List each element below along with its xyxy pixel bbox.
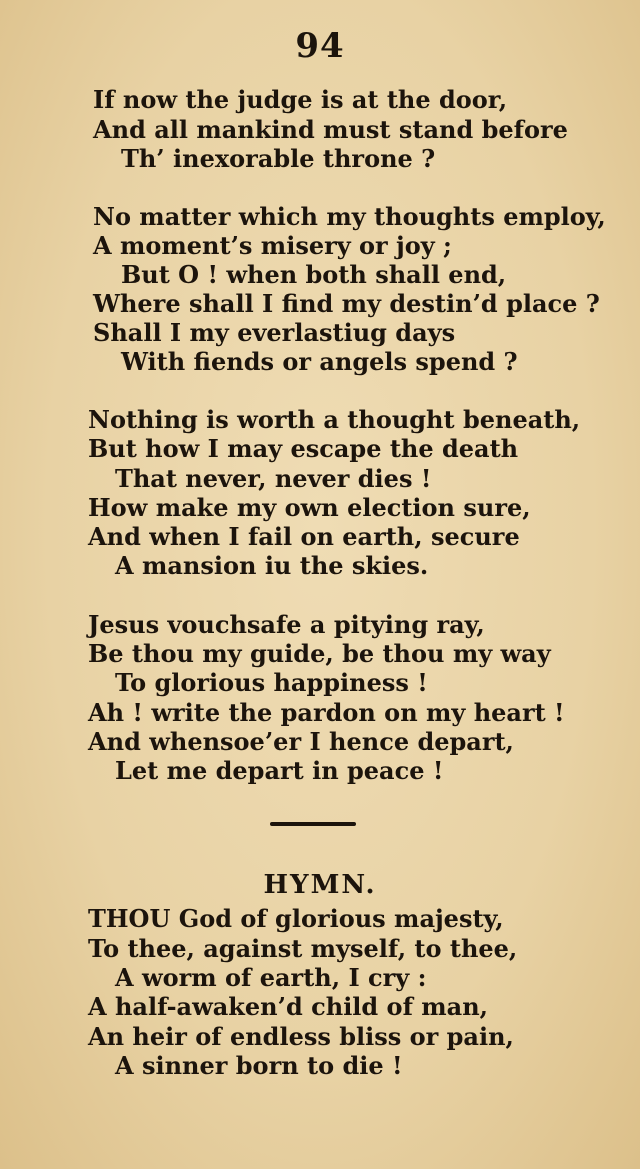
page-number: 94 [295,26,345,66]
hymn-line: A worm of earth, I cry : [115,963,427,992]
verse-line: A mansion iu the skies. [115,551,429,580]
hymn-line: THOU God of glorious majesty, [88,904,504,933]
hymn-line: A half-awaken’d child of man, [88,992,488,1021]
hymn-line: An heir of endless bliss or pain, [88,1022,514,1051]
section-divider [270,822,356,826]
verse-line: That never, never dies ! [115,464,432,493]
hymn-line: A sinner born to die ! [115,1051,403,1080]
verse-line: And all mankind must stand before [93,115,568,144]
verse-line: And when I fail on earth, secure [88,522,520,551]
verse-line: No matter which my thoughts employ, [93,202,606,231]
hymn-title: HYMN. [263,870,377,900]
verse-line: Shall I my everlastiug days [93,318,456,347]
verse-line: Be thou my guide, be thou my way [88,639,551,668]
verse-line: Ah ! write the pardon on my heart ! [88,698,565,727]
verse-line: And whensoe’er I hence depart, [88,727,514,756]
verse-line: But how I may escape the death [88,434,519,463]
verse-line: Nothing is worth a thought beneath, [88,405,581,434]
verse-line: To glorious happiness ! [115,668,428,697]
verse-line: How make my own election sure, [88,493,531,522]
verse-line: With fiends or angels spend ? [121,347,518,376]
verse-line: A moment’s misery or joy ; [93,231,452,260]
hymn-line: To thee, against myself, to thee, [88,934,518,963]
verse-line: Where shall I find my destin’d place ? [93,289,600,318]
verse-line: But O ! when both shall end, [121,260,507,289]
verse-line: Let me depart in peace ! [115,756,444,785]
verse-line: Jesus vouchsafe a pitying ray, [88,610,485,639]
verse-line: If now the judge is at the door, [93,85,508,114]
verse-line: Th’ inexorable throne ? [121,144,436,173]
